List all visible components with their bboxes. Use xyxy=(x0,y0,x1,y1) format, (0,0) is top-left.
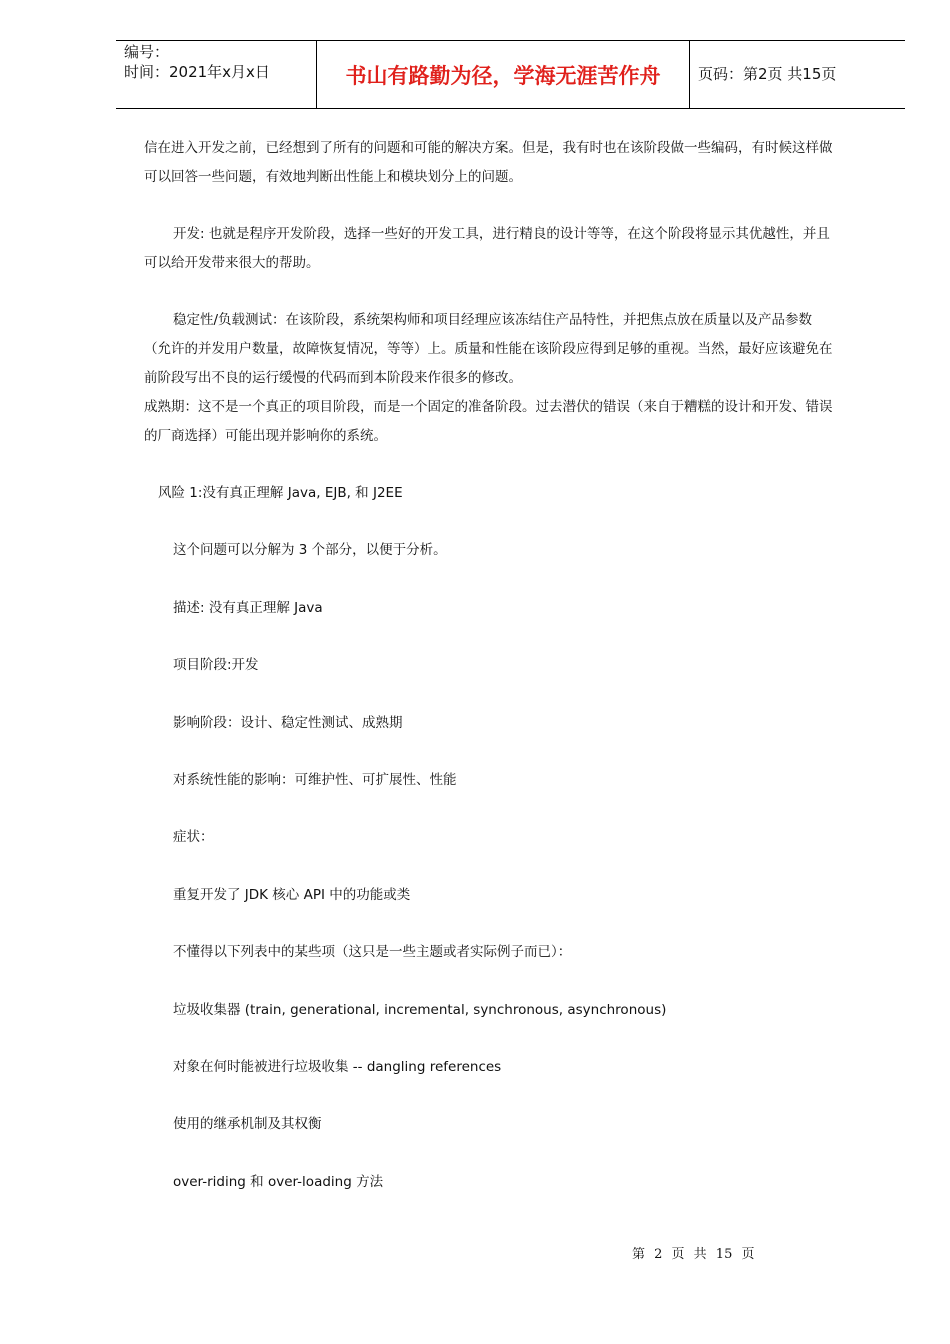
header-page-info: 页码：第2页 共15页 xyxy=(698,65,837,83)
paragraph-line: 前阶段写出不良的运行缓慢的代码而到本阶段来作很多的修改。 xyxy=(144,370,522,386)
paragraph-line: 可以给开发带来很大的帮助。 xyxy=(144,255,320,271)
list-item: 对系统性能的影响：可维护性、可扩展性、性能 xyxy=(173,771,457,788)
document-time-label: 时间：2021年x月x日 xyxy=(124,63,270,81)
paragraph-line: 成熟期：这不是一个真正的项目阶段，而是一个固定的准备阶段。过去潜伏的错误（来自于糟糕的设计和开发、错误 xyxy=(144,399,833,415)
paragraph-line: 可以回答一些问题，有效地判断出性能上和模块划分上的问题。 xyxy=(144,169,522,185)
paragraph-line: （允许的并发用户数量，故障恢复情况，等等）上。质量和性能在该阶段应得到足够的重视。当然，最好应该避免在 xyxy=(144,341,833,357)
paragraph-line: 开发: 也就是程序开发阶段，选择一些好的开发工具，进行精良的设计等等，在这个阶段将显示其优越性，并且 xyxy=(173,226,830,242)
header-left-cell xyxy=(116,41,316,108)
section-heading: 风险 1:没有真正理解 Java, EJB, 和 J2EE xyxy=(158,485,403,501)
list-item: 影响阶段：设计、稳定性测试、成熟期 xyxy=(173,714,403,731)
list-item: 描述: 没有真正理解 Java xyxy=(173,599,323,616)
document-number-label: 编号： xyxy=(124,43,170,61)
header-right-cell xyxy=(690,41,905,108)
list-item: 使用的继承机制及其权衡 xyxy=(173,1116,322,1133)
header-motto-cell xyxy=(316,41,690,108)
paragraph-line: 的厂商选择）可能出现并影响你的系统。 xyxy=(144,428,387,444)
list-item: 垃圾收集器 (train, generational, incremental, synchronous, asynchronous) xyxy=(173,1001,667,1018)
list-item: 不懂得以下列表中的某些项（这只是一些主题或者实际例子而已）： xyxy=(173,944,572,961)
list-item: 这个问题可以分解为 3 个部分，以便于分析。 xyxy=(173,542,447,559)
list-item: 对象在何时能被进行垃圾收集 -- dangling references xyxy=(173,1058,502,1075)
list-item: 症状： xyxy=(173,829,214,846)
page-header xyxy=(116,40,905,109)
list-item: over-riding 和 over-loading 方法 xyxy=(173,1173,384,1190)
paragraph-line: 稳定性/负载测试：在该阶段，系统架构师和项目经理应该冻结住产品特性，并把焦点放在质量以及产品参数 xyxy=(173,312,813,328)
list-item: 项目阶段:开发 xyxy=(173,657,259,674)
page-footer: 第 2 页 共 15 页 xyxy=(632,1247,755,1262)
paragraph-line: 信在进入开发之前，已经想到了所有的问题和可能的解决方案。但是，我有时也在该阶段做一些编码，有时候这样做 xyxy=(144,140,833,156)
document-body xyxy=(144,134,880,1197)
list-item: 重复开发了 JDK 核心 API 中的功能或类 xyxy=(173,886,411,903)
header-motto: 书山有路勤为径，学海无涯苦作舟 xyxy=(345,63,661,88)
